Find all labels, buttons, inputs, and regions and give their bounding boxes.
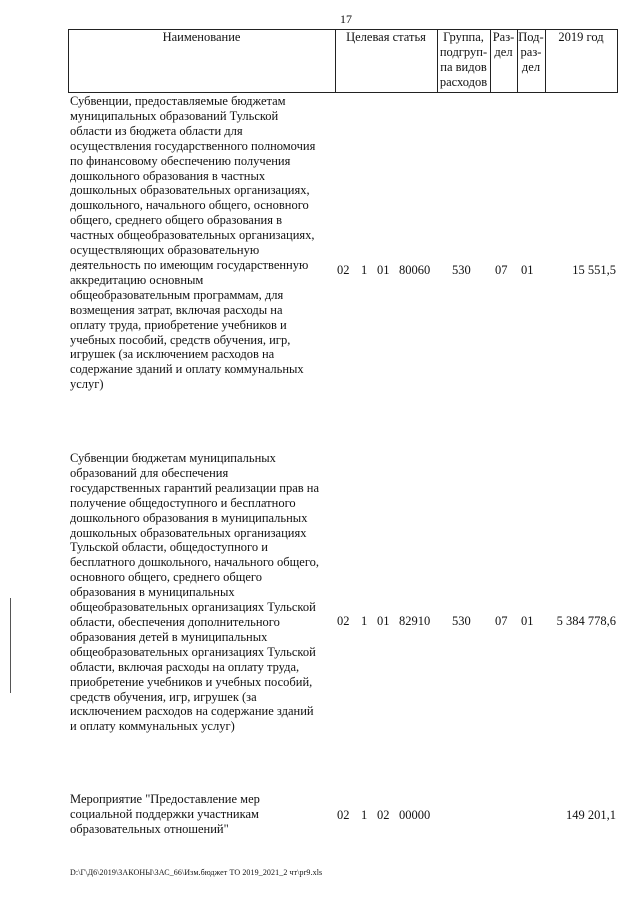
- header-group-line: подгруп-: [439, 45, 488, 59]
- page-number: 17: [340, 12, 352, 26]
- row-name-line: исключением расходов на содержание зданий: [70, 704, 314, 719]
- row-name-line: оплату труда, приобретение учебников и: [70, 317, 287, 332]
- row-name-line: средств обучения, игр, игрушек (за: [70, 689, 257, 704]
- header-expense-group: [437, 30, 490, 90]
- header-subsection: [517, 30, 545, 75]
- target-article-direction: 80060: [399, 263, 431, 277]
- target-article-event: 02: [377, 808, 390, 822]
- row-name-line: возмещения затрат, включая расходы на: [70, 302, 283, 317]
- row-name-line: образовательных отношений": [70, 821, 229, 836]
- target-article-subprogram: 1: [361, 808, 368, 822]
- row-name-line: осуществляющих образовательную: [70, 243, 260, 258]
- row-name-line: общеобразовательным программам, для: [70, 287, 284, 302]
- header-bottom-border: [68, 92, 618, 93]
- row-name-line: области из бюджета области для: [70, 123, 243, 138]
- target-article-program: 02: [337, 614, 350, 628]
- row-name-line: Субвенции бюджетам муниципальных: [70, 451, 276, 465]
- amount-2019: 15 551,5: [572, 263, 616, 277]
- row-name-line: частных общеобразовательных организациях,: [70, 228, 315, 243]
- row-name-line: общего, среднего общего образования в: [70, 213, 283, 228]
- header-year: 2019 год: [558, 30, 604, 44]
- row-name-line: приобретение учебников и учебных пособий,: [70, 674, 313, 689]
- target-article-event: 01: [377, 263, 390, 277]
- row-name-line: дошкольного, начального общего, основного: [70, 198, 309, 213]
- row-name-line: дошкольного образования в частных: [70, 168, 266, 183]
- row-name-line: дошкольных образовательных организациях,: [70, 183, 310, 198]
- row-name-line: основного общего, среднего общего: [70, 570, 262, 585]
- row-name-line: образования в муниципальных: [70, 585, 235, 600]
- row-name-line: аккредитацию основным: [70, 272, 204, 287]
- row-name-line: Мероприятие "Предоставление мер: [70, 792, 260, 806]
- row-name-line: общеобразовательных организациях Тульской: [70, 644, 316, 659]
- header-subsection-line: дел: [521, 60, 541, 74]
- header-target-article: Целевая статья: [346, 30, 426, 44]
- target-article-event: 01: [377, 614, 390, 628]
- row-name-line: области, обеспечения дополнительного: [70, 614, 280, 629]
- row-name-line: по финансовому обеспечению получения: [70, 153, 291, 168]
- header-subsection-line: раз-: [520, 45, 542, 59]
- row-name-line: осуществления государственного полномочия: [70, 138, 316, 153]
- header-group-line: расходов: [439, 75, 488, 89]
- header-group-line: Группа,: [443, 30, 484, 44]
- section: 07: [495, 614, 508, 628]
- target-article-subprogram: 1: [361, 614, 368, 628]
- header-section: [490, 30, 517, 60]
- footer-file-path: D:\Г\Д6\2019\ЗАКОНЫ\ЗАС_66\Изм.бюджет ТО 2019_2021_2 чт\рr9.xls: [70, 868, 323, 877]
- row-name-line: деятельность по имеющим государственную: [70, 257, 309, 272]
- header-divider: [617, 29, 618, 93]
- row-name-line: услуг): [70, 377, 104, 392]
- row-name-line: игрушек (за исключением расходов на: [70, 347, 275, 362]
- header-group-line: па видов: [440, 60, 487, 74]
- header-subsection-line: Под-: [518, 30, 544, 44]
- subsection: 01: [521, 263, 534, 277]
- row-name-line: содержание зданий и оплату коммунальных: [70, 362, 304, 377]
- row-name-line: государственных гарантий реализации прав на: [70, 480, 320, 495]
- target-article-program: 02: [337, 808, 350, 822]
- amount-2019: 149 201,1: [566, 808, 616, 822]
- row-name-line: дошкольного образования в муниципальных: [70, 510, 308, 525]
- row-name-line: Субвенции, предоставляемые бюджетам: [70, 94, 286, 108]
- row-name: [70, 94, 335, 392]
- row-name-line: образований для обеспечения: [70, 465, 229, 480]
- expense-group: 530: [452, 263, 471, 277]
- row-name-line: области, включая расходы на оплату труда,: [70, 659, 300, 674]
- row-name-line: образования детей в муниципальных: [70, 629, 268, 644]
- section: 07: [495, 263, 508, 277]
- row-name-line: получение общедоступного и бесплатного: [70, 495, 296, 510]
- row-name-line: социальной поддержки участникам: [70, 806, 259, 821]
- row-name: [70, 451, 335, 734]
- subsection: 01: [521, 614, 534, 628]
- scan-margin-mark: [10, 598, 11, 693]
- row-name-line: муниципальных образований Тульской: [70, 108, 279, 123]
- target-article-subprogram: 1: [361, 263, 368, 277]
- target-article-direction: 82910: [399, 614, 431, 628]
- row-name-line: учебных пособий, средств обучения, игр,: [70, 332, 291, 347]
- row-name-line: дошкольных образовательных организациях: [70, 525, 307, 540]
- row-name-line: бесплатного дошкольного, начального общего,: [70, 555, 320, 570]
- header-section-line: Раз-: [492, 30, 515, 44]
- expense-group: 530: [452, 614, 471, 628]
- row-name-line: Тульской области, общедоступного и: [70, 540, 268, 555]
- target-article-direction: 00000: [399, 808, 431, 822]
- header-section-line: дел: [494, 45, 513, 59]
- row-name-line: и оплату коммунальных услуг): [70, 719, 235, 734]
- header-name: Наименование: [162, 30, 241, 44]
- row-name: [70, 792, 335, 837]
- target-article-program: 02: [337, 263, 350, 277]
- row-name-line: общеобразовательных организациях Тульской: [70, 600, 316, 615]
- amount-2019: 5 384 778,6: [556, 614, 616, 628]
